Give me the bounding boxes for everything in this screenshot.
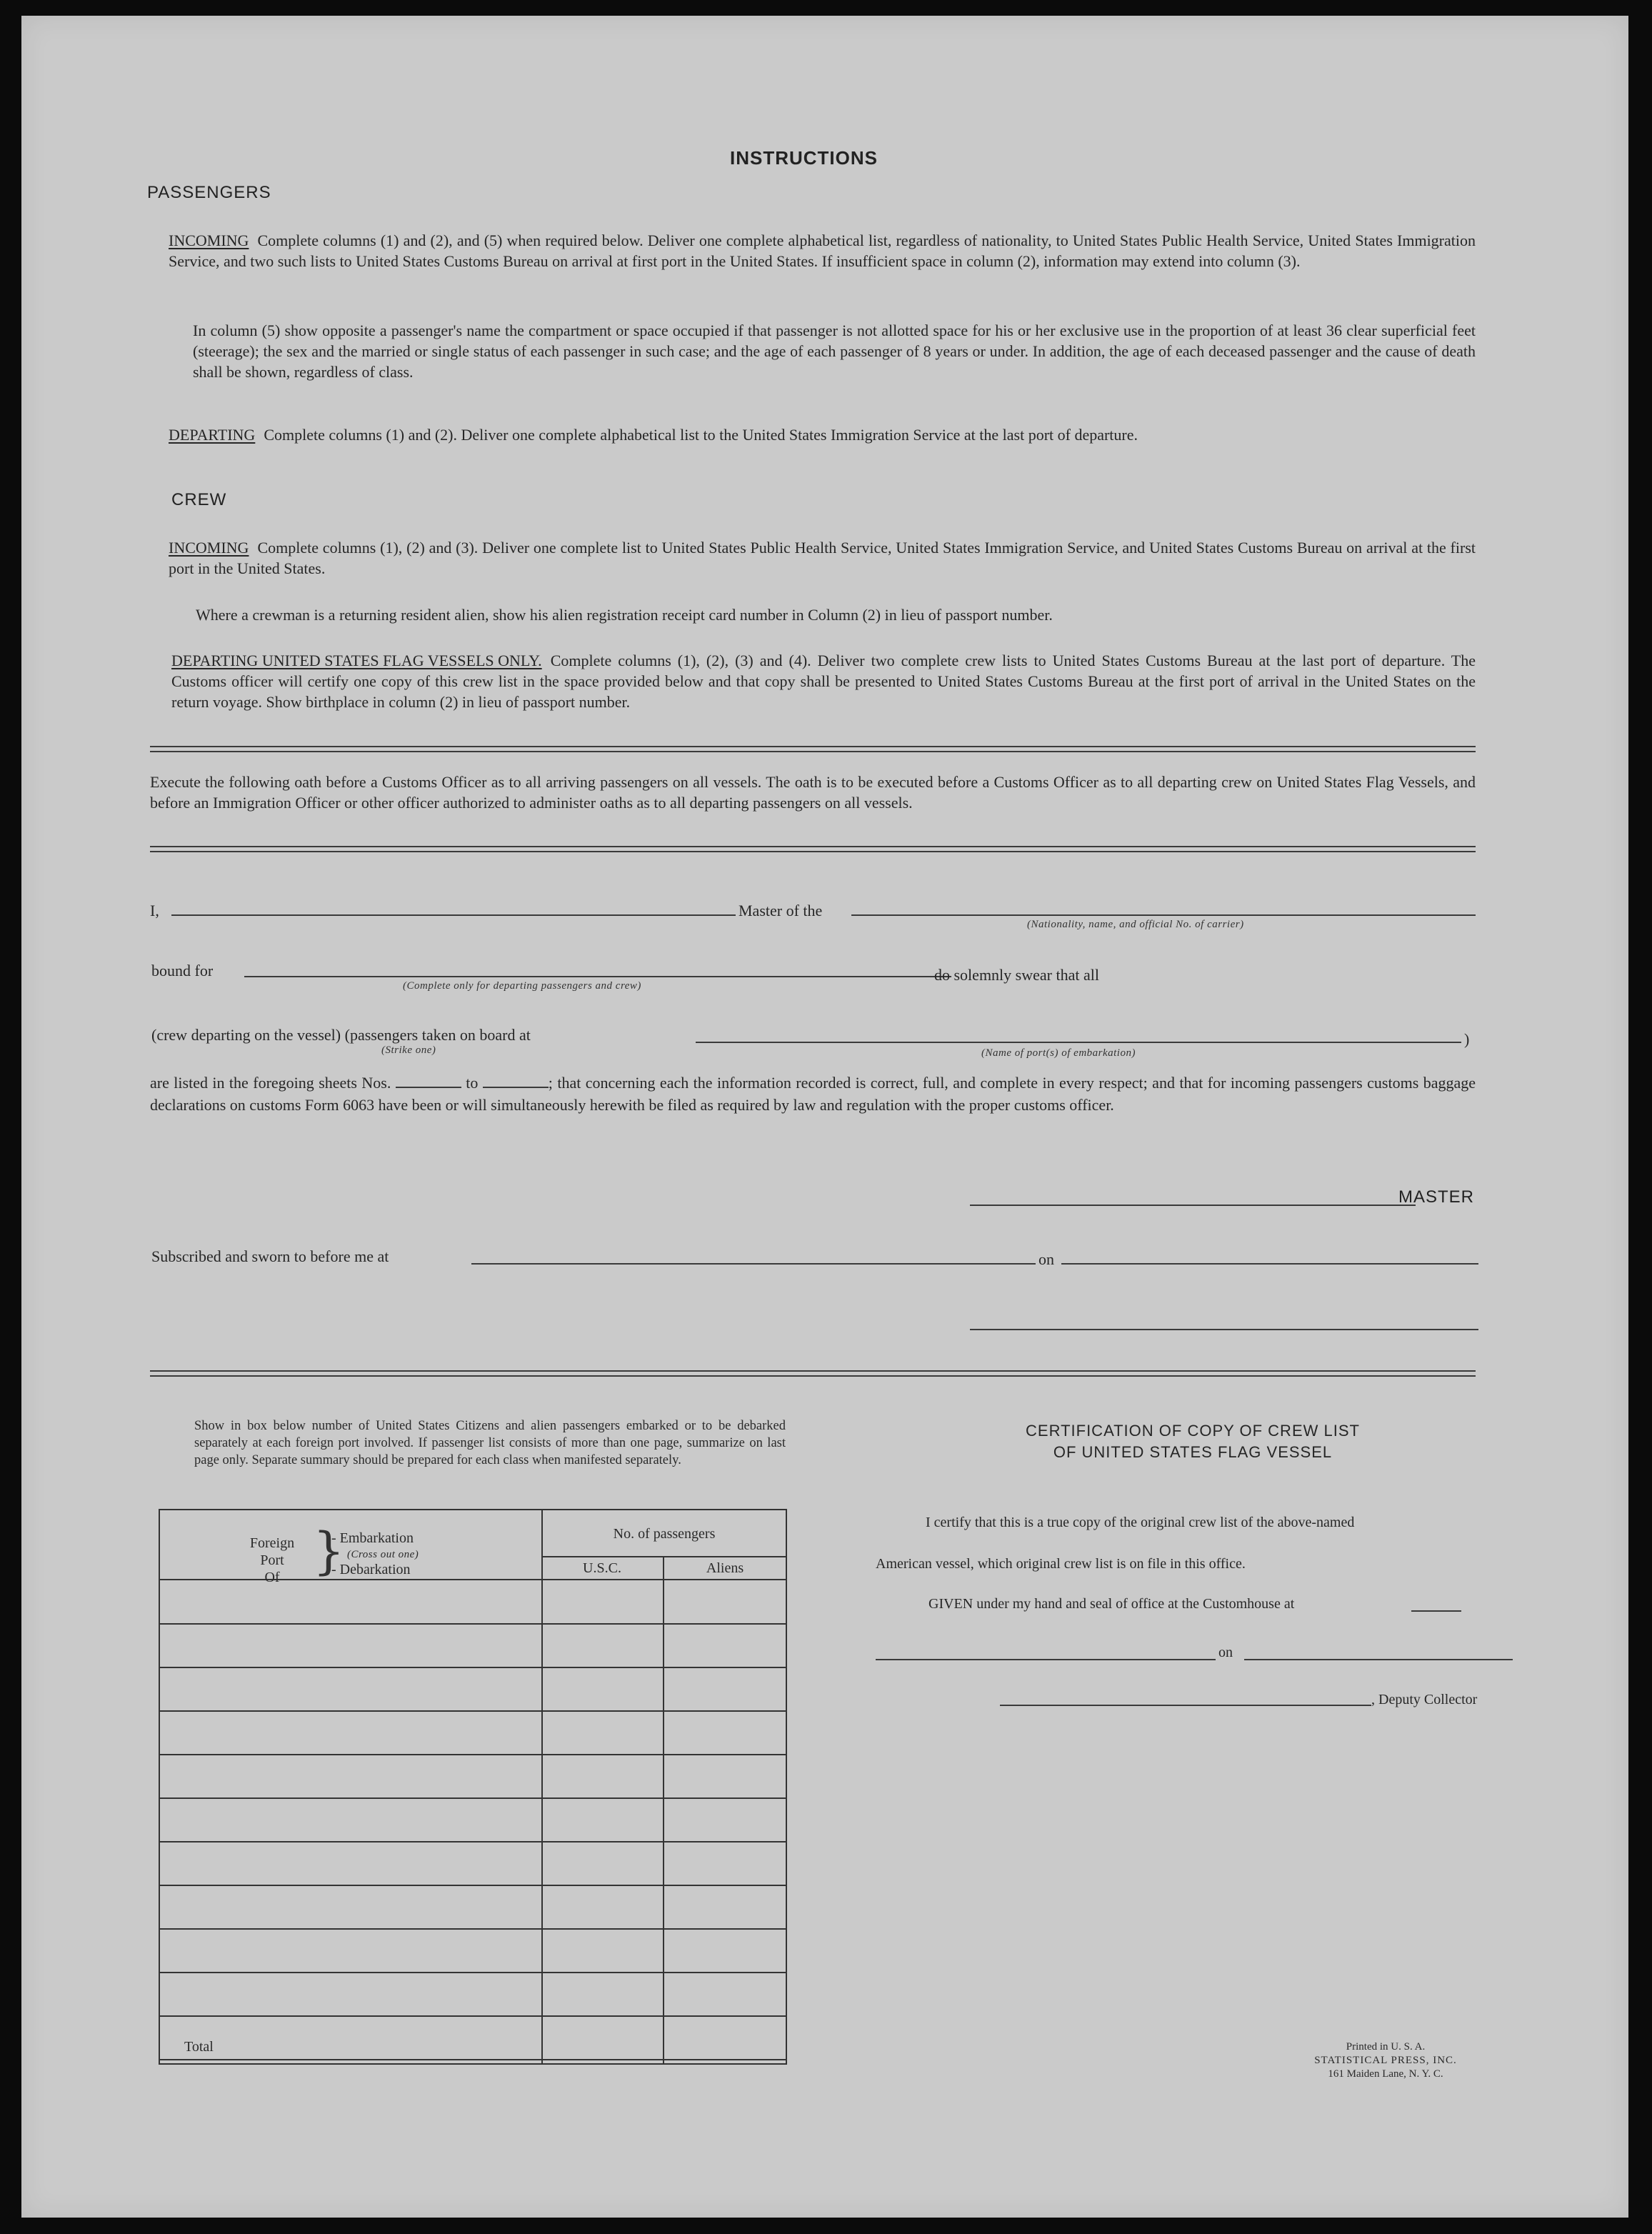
usc-header: U.S.C. [583,1560,621,1576]
passenger-summary-table [159,1509,787,2065]
certify-text: I certify that this is a true copy of the original crew list of the above-named [926,1515,1355,1530]
certification-date-field[interactable] [1244,1659,1513,1660]
table-row-divider [160,1667,786,1668]
crew-heading: CREW [171,490,227,509]
printer-line3: 161 Maiden Lane, N. Y. C. [1328,2068,1443,2080]
crew-departing-label: DEPARTING UNITED STATES FLAG VESSELS ONLY. [171,652,542,669]
passengers-incoming-instruction [169,230,1476,271]
passengers-departing-instruction [169,424,1476,445]
master-label: MASTER [1398,1187,1475,1207]
port-label: Port [260,1552,284,1568]
embarkation-port-field[interactable] [696,1042,1461,1043]
sheets-suffix: ; that concerning each the information recorded is correct, full, and complete in every respect; and that for incoming passengers customs baggage declarations on customs Form 6063 have been or will simultaneously herewith be filed as required by law and regulation with the proper customs officer. [150,1074,1476,1114]
oath-intro: Execute the following oath before a Customs Officer as to all arriving passengers on all vessels. The oath is to be executed before a Customs Officer as to all departing crew on United States Flag Vessels, and before an Immigration Officer or other officer authorized to administer oaths as to all departing passengers on all vessels. [150,773,1476,812]
officer-signature-field[interactable] [970,1329,1478,1330]
divider-double [150,1370,1476,1377]
crew-departing-text: Complete columns (1), (2), (3) and (4). Deliver two complete crew lists to United States Customs Bureau at the last port of departure. The Customs officer will certify one copy of this crew list in the space provided below and that copy shall be presented to United States Customs Bureau at the first port of arrival in the United States on the return voyage. Show birthplace in column (2) in lieu of passport number. [171,652,1476,711]
certification-title-line2: OF UNITED STATES FLAG VESSEL [1053,1443,1333,1461]
table-row-divider [160,1972,786,1973]
given-text: GIVEN under my hand and seal of office at the Customhouse at [928,1596,1295,1612]
total-label: Total [184,2039,214,2055]
certification-on-label: on [1218,1645,1233,1660]
certification-title-line1: CERTIFICATION OF COPY OF CREW LIST [1026,1422,1360,1440]
sheets-prefix: are listed in the foregoing sheets Nos. [150,1074,391,1092]
carrier-note: (Nationality, name, and official No. of carrier) [1027,919,1244,930]
carrier-field[interactable] [851,914,1476,916]
foreign-port-of-label [240,1535,304,1586]
passengers-incoming-label: INCOMING [169,231,249,249]
bound-for-field[interactable] [244,976,951,977]
strike-note: (Strike one) [381,1044,436,1056]
deputy-signature-field[interactable] [1000,1705,1371,1706]
printer-imprint [1278,2040,1493,2081]
of-label: Of [264,1570,280,1585]
embarkation-label: - Embarkation [331,1530,414,1546]
aliens-header: Aliens [706,1560,744,1576]
crew-resident-instruction: Where a crewman is a returning resident alien, show his alien registration receipt card number in Column (2) in lieu of passport number. [196,606,1053,624]
debarkation-label: - Debarkation [331,1562,411,1577]
bound-for-label: bound for [151,962,214,979]
deputy-collector-label: , Deputy Collector [1371,1692,1478,1707]
summary-instructions: Show in box below number of United States Citizens and alien passengers embarked or to be debarked separately at each foreign port involved. If passenger list consists of more than one page, summarize on last page only. Separate summary should be prepared for each class when manifested separately. [194,1419,786,1467]
printer-line2: STATISTICAL PRESS, INC. [1314,2055,1457,2066]
passengers-incoming-text: Complete columns (1) and (2), and (5) when required below. Deliver one complete alphabetical list, regardless of nationality, to United States Public Health Service, United States Immigration Service, and two such lists to United States Customs Bureau on arrival at first port in the United States. If insufficient space in column (2), information may extend into column (3). [169,231,1476,270]
bound-for-note: (Complete only for departing passengers and crew) [403,980,641,992]
crew-incoming-label: INCOMING [169,539,249,557]
sworn-on-label: on [1038,1250,1054,1268]
oath-i-label: I, [150,902,159,919]
sheets-statement [150,1072,1476,1116]
passengers-departing-text: Complete columns (1) and (2). Deliver one complete alphabetical list to the United States Immigration Service at the last port of departure. [264,426,1138,444]
master-name-field[interactable] [171,914,736,916]
table-row-divider [160,1797,786,1799]
table-row-divider [160,2015,786,2017]
crew-departing-instruction [171,650,1476,712]
table-row-divider [160,1710,786,1712]
divider-double [150,846,1476,852]
master-signature-field[interactable] [970,1205,1416,1206]
table-row-divider [160,1928,786,1930]
certification-title [971,1420,1414,1463]
table-row-divider [160,1885,786,1886]
crew-incoming-text: Complete columns (1), (2) and (3). Deliver one complete list to United States Public Health Service, United States Immigration Service, and United States Customs Bureau on arrival at the first port in the United States. [169,539,1476,577]
certification-location-field[interactable] [876,1659,1216,1660]
passengers-departing-label: DEPARTING [169,426,256,444]
printer-line1: Printed in U. S. A. [1346,2041,1426,2053]
table-row-divider [160,1754,786,1755]
crew-incoming-instruction [169,537,1476,579]
crew-departing-option: (crew departing on the vessel) (passengers taken on board at [151,1026,531,1044]
form-page [21,16,1628,2218]
passengers-column5-instruction: In column (5) show opposite a passenger's name the compartment or space occupied if that passenger is not allotted space for his or her exclusive use in the proportion of at least 36 clear superficial feet (steerage); the sex and the married or single status of each passenger in such case; and the age of each passenger of 8 years or under. In addition, the age of each deceased passenger and the cause of death shall be shown, regardless of class. [193,321,1476,381]
divider-double [150,746,1476,752]
brace-icon: } [313,1522,345,1580]
sworn-date-field[interactable] [1061,1263,1478,1265]
sheet-from-field[interactable] [396,1077,461,1088]
american-vessel-text: American vessel, which original crew list is on file in this office. [876,1556,1246,1572]
instructions-title: INSTRUCTIONS [730,147,878,169]
master-of-label: Master of the [739,902,823,919]
sworn-location-field[interactable] [471,1263,1036,1265]
sheet-to-field[interactable] [483,1077,549,1088]
closing-paren: ) [1464,1030,1470,1048]
sheets-to-label: to [466,1074,479,1092]
cross-out-note: (Cross out one) [347,1549,419,1560]
table-row-divider [160,1841,786,1842]
table-row-divider [160,2059,786,2060]
foreign-label: Foreign [249,1535,295,1551]
customhouse-field[interactable] [1411,1610,1461,1612]
passengers-heading: PASSENGERS [147,183,271,202]
subscribed-label: Subscribed and sworn to before me at [151,1247,389,1265]
table-row-divider [160,1623,786,1625]
port-note: (Name of port(s) of embarkation) [981,1047,1136,1059]
no-of-passengers-header: No. of passengers [613,1526,716,1542]
swear-label: do solemnly swear that all [934,966,1099,984]
